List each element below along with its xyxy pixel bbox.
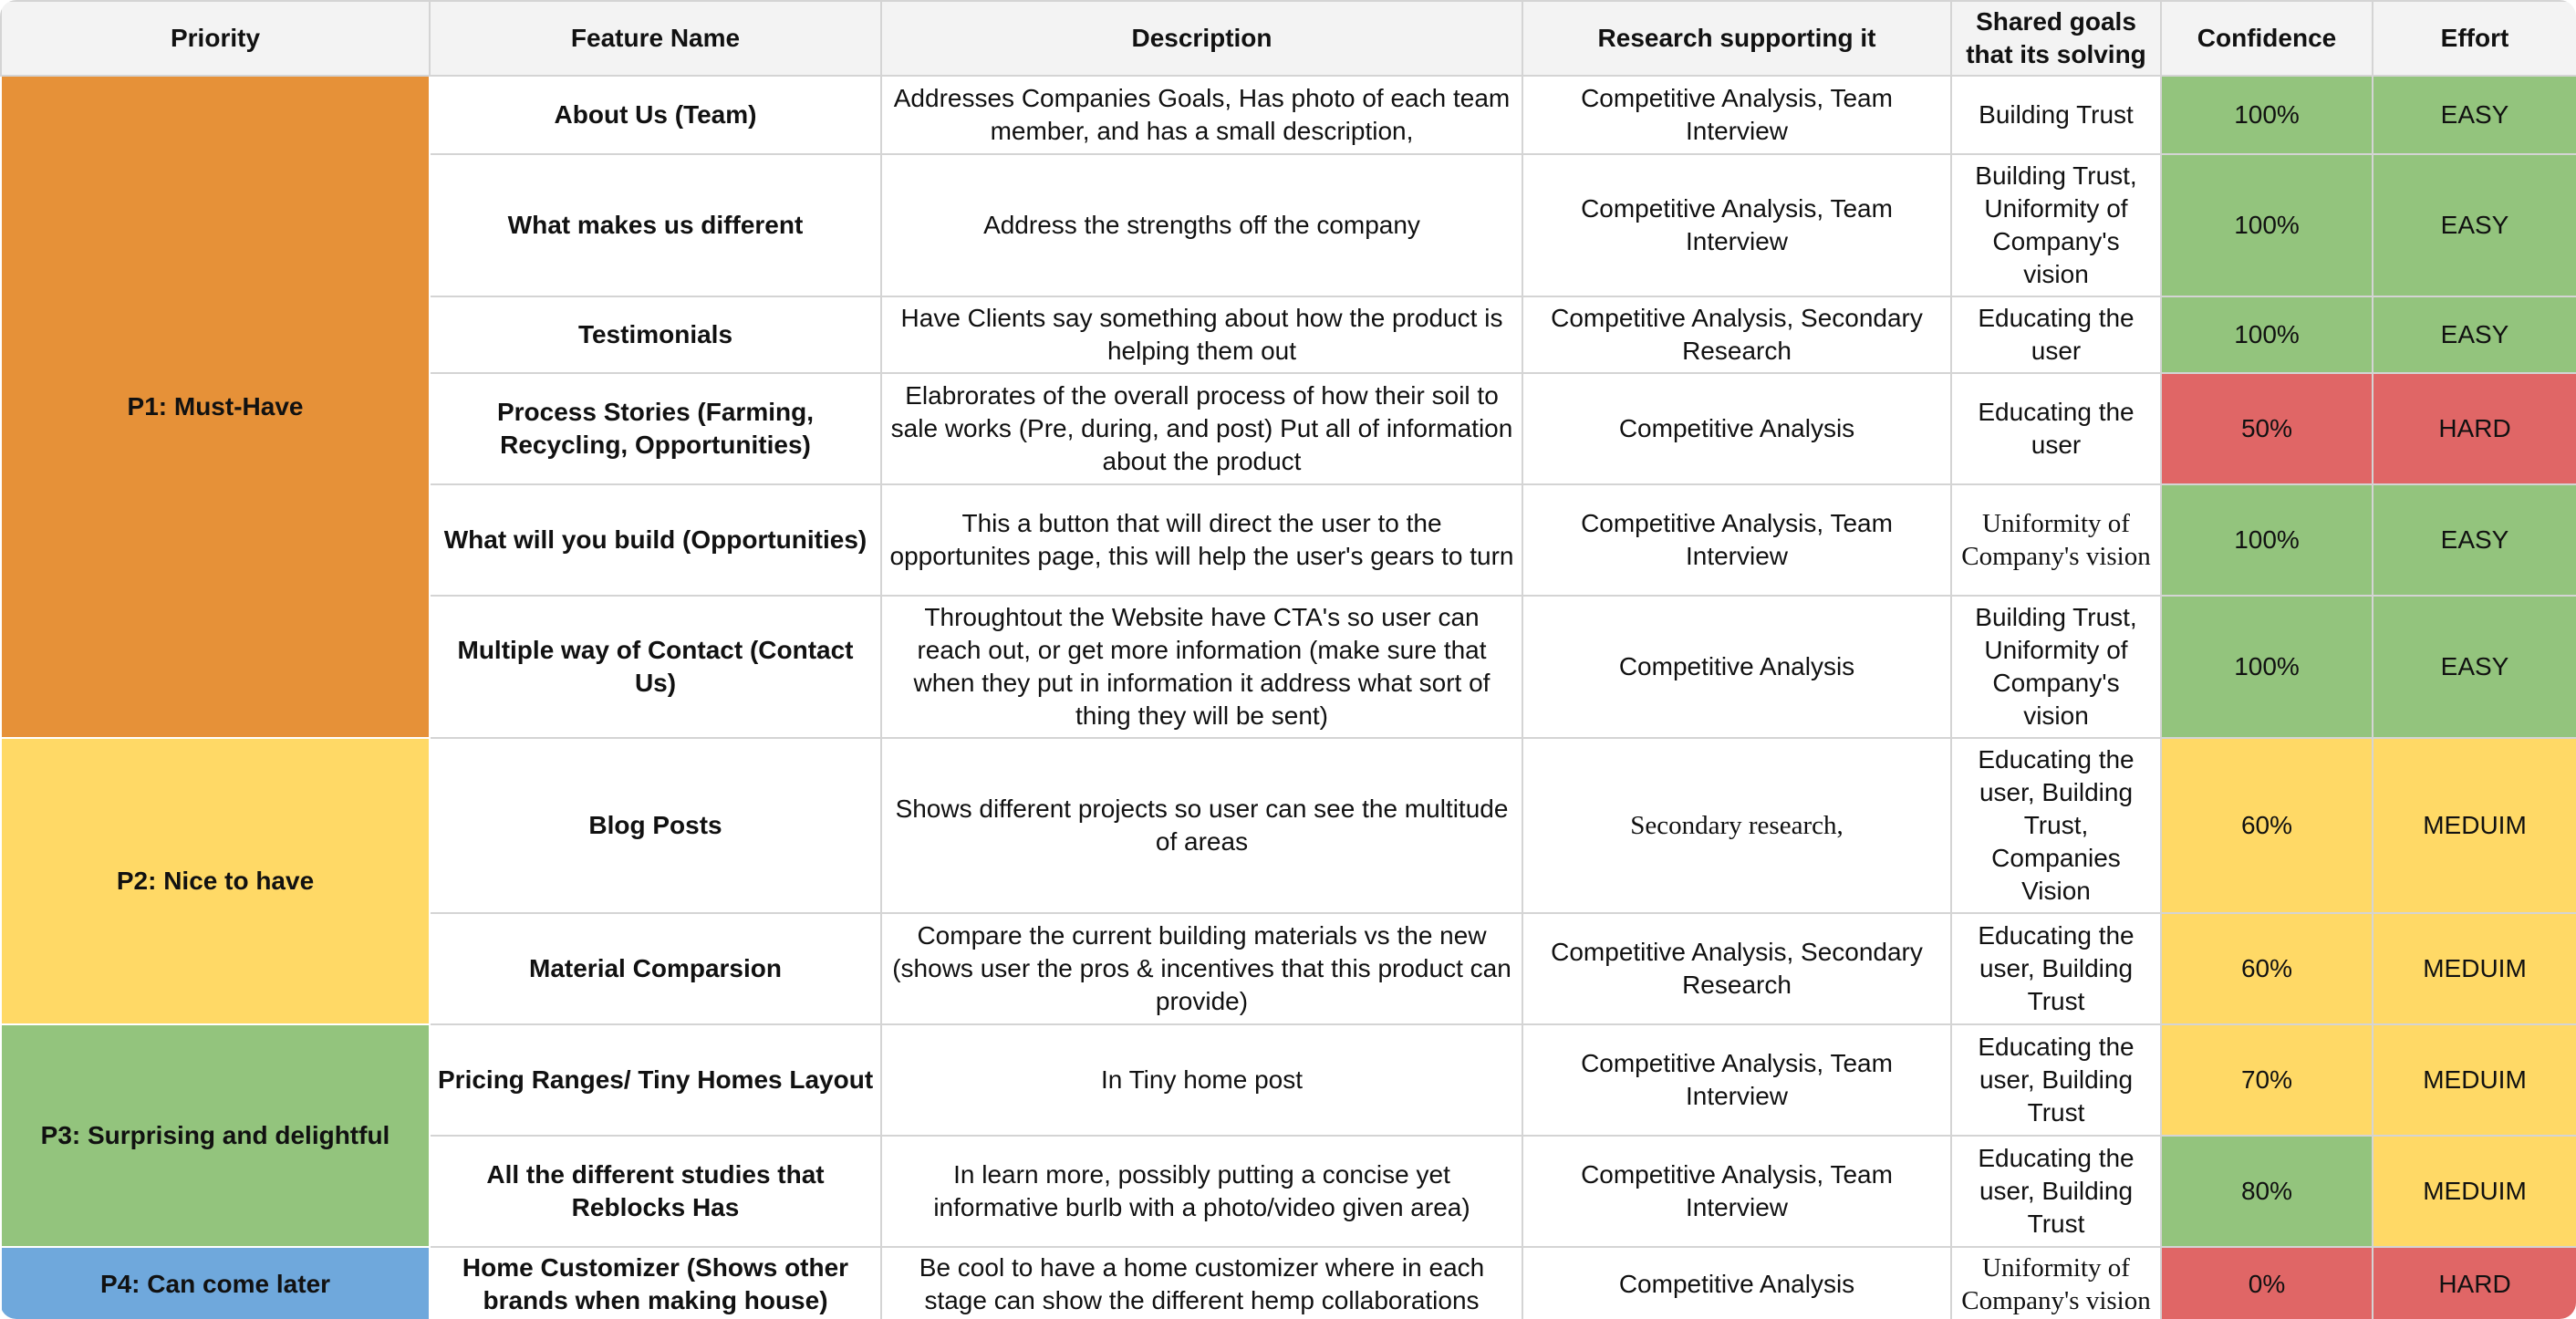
table-row xyxy=(1,1247,2576,1319)
effort-cell[interactable]: EASY xyxy=(2373,76,2576,154)
confidence-cell[interactable]: 60% xyxy=(2161,738,2373,913)
effort-cell[interactable]: EASY xyxy=(2373,484,2576,596)
confidence-cell[interactable]: 100% xyxy=(2161,76,2373,154)
header-feature-name: Feature Name xyxy=(430,1,881,76)
priority-p4-cell[interactable]: P4: Can come later xyxy=(1,1247,430,1319)
research-cell[interactable]: Secondary research, xyxy=(1522,738,1951,913)
description-cell[interactable]: Shows different projects so user can see the multitude of areas xyxy=(881,738,1522,913)
confidence-cell[interactable]: 100% xyxy=(2161,596,2373,738)
research-cell[interactable]: Competitive Analysis, Team Interview xyxy=(1522,1136,1951,1247)
description-cell[interactable]: Compare the current building materials vs the new (shows user the pros & incentives that this product can provide) xyxy=(881,913,1522,1024)
research-cell[interactable]: Competitive Analysis, Secondary Research xyxy=(1522,913,1951,1024)
research-cell[interactable]: Competitive Analysis, Secondary Research xyxy=(1522,296,1951,373)
effort-cell[interactable]: MEDUIM xyxy=(2373,913,2576,1024)
confidence-cell[interactable]: 100% xyxy=(2161,296,2373,373)
research-cell[interactable]: Competitive Analysis xyxy=(1522,1247,1951,1319)
header-research: Research supporting it xyxy=(1522,1,1951,76)
feature-name-cell[interactable]: Testimonials xyxy=(430,296,881,373)
header-priority: Priority xyxy=(1,1,430,76)
feature-name-cell[interactable]: What makes us different xyxy=(430,154,881,296)
effort-cell[interactable]: MEDUIM xyxy=(2373,738,2576,913)
confidence-cell[interactable]: 100% xyxy=(2161,154,2373,296)
priority-p3-cell[interactable]: P3: Surprising and delightful xyxy=(1,1024,430,1247)
feature-name-cell[interactable]: Blog Posts xyxy=(430,738,881,913)
feature-name-cell[interactable]: Process Stories (Farming, Recycling, Opportunities) xyxy=(430,373,881,484)
confidence-cell[interactable]: 100% xyxy=(2161,484,2373,596)
goals-cell[interactable]: Educating the user xyxy=(1951,296,2161,373)
description-cell[interactable]: In learn more, possibly putting a concise yet informative burlb with a photo/video given area) xyxy=(881,1136,1522,1247)
header-shared-goals: Shared goals that its solving xyxy=(1951,1,2161,76)
research-cell[interactable]: Competitive Analysis xyxy=(1522,596,1951,738)
effort-cell[interactable]: MEDUIM xyxy=(2373,1024,2576,1136)
priority-p2-cell[interactable]: P2: Nice to have xyxy=(1,738,430,1024)
research-cell[interactable]: Competitive Analysis, Team Interview xyxy=(1522,1024,1951,1136)
feature-name-cell[interactable]: Pricing Ranges/ Tiny Homes Layout xyxy=(430,1024,881,1136)
confidence-cell[interactable]: 50% xyxy=(2161,373,2373,484)
feature-name-cell[interactable]: All the different studies that Reblocks Has xyxy=(430,1136,881,1247)
description-cell[interactable]: Address the strengths off the company xyxy=(881,154,1522,296)
header-row xyxy=(1,1,2576,76)
header-effort: Effort xyxy=(2373,1,2576,76)
goals-cell[interactable]: Educating the user, Building Trust, Companies Vision xyxy=(1951,738,2161,913)
confidence-cell[interactable]: 80% xyxy=(2161,1136,2373,1247)
effort-cell[interactable]: HARD xyxy=(2373,373,2576,484)
header-description: Description xyxy=(881,1,1522,76)
feature-name-cell[interactable]: Material Comparsion xyxy=(430,913,881,1024)
effort-cell[interactable]: EASY xyxy=(2373,596,2576,738)
description-cell[interactable]: Be cool to have a home customizer where in each stage can show the different hemp collaborations xyxy=(881,1247,1522,1319)
goals-cell[interactable]: Building Trust, Uniformity of Company's vision xyxy=(1951,596,2161,738)
description-cell[interactable]: Throughtout the Website have CTA's so user can reach out, or get more information (make sure that when they put in information it address what sort of thing they will be sent) xyxy=(881,596,1522,738)
feature-name-cell[interactable]: Home Customizer (Shows other brands when making house) xyxy=(430,1247,881,1319)
table-row xyxy=(1,76,2576,154)
effort-cell[interactable]: EASY xyxy=(2373,154,2576,296)
research-cell[interactable]: Competitive Analysis, Team Interview xyxy=(1522,154,1951,296)
table-row xyxy=(1,1024,2576,1136)
goals-cell[interactable]: Uniformity of Company's vision xyxy=(1951,1247,2161,1319)
description-cell[interactable]: Addresses Companies Goals, Has photo of each team member, and has a small description, xyxy=(881,76,1522,154)
research-cell[interactable]: Competitive Analysis xyxy=(1522,373,1951,484)
research-cell[interactable]: Competitive Analysis, Team Interview xyxy=(1522,484,1951,596)
goals-cell[interactable]: Building Trust xyxy=(1951,76,2161,154)
description-cell[interactable]: Have Clients say something about how the product is helping them out xyxy=(881,296,1522,373)
description-cell[interactable]: Elabrorates of the overall process of how their soil to sale works (Pre, during, and post) Put all of information about the product xyxy=(881,373,1522,484)
confidence-cell[interactable]: 70% xyxy=(2161,1024,2373,1136)
table-row xyxy=(1,738,2576,913)
goals-cell[interactable]: Educating the user xyxy=(1951,373,2161,484)
priority-p1-cell[interactable]: P1: Must-Have xyxy=(1,76,430,738)
feature-name-cell[interactable]: About Us (Team) xyxy=(430,76,881,154)
goals-cell[interactable]: Educating the user, Building Trust xyxy=(1951,1136,2161,1247)
description-cell[interactable]: In Tiny home post xyxy=(881,1024,1522,1136)
confidence-cell[interactable]: 60% xyxy=(2161,913,2373,1024)
goals-cell[interactable]: Building Trust, Uniformity of Company's vision xyxy=(1951,154,2161,296)
effort-cell[interactable]: MEDUIM xyxy=(2373,1136,2576,1247)
description-cell[interactable]: This a button that will direct the user to the opportunites page, this will help the user's gears to turn xyxy=(881,484,1522,596)
effort-cell[interactable]: HARD xyxy=(2373,1247,2576,1319)
confidence-cell[interactable]: 0% xyxy=(2161,1247,2373,1319)
feature-name-cell[interactable]: What will you build (Opportunities) xyxy=(430,484,881,596)
goals-cell[interactable]: Educating the user, Building Trust xyxy=(1951,1024,2161,1136)
research-cell[interactable]: Competitive Analysis, Team Interview xyxy=(1522,76,1951,154)
goals-cell[interactable]: Educating the user, Building Trust xyxy=(1951,913,2161,1024)
effort-cell[interactable]: EASY xyxy=(2373,296,2576,373)
goals-cell[interactable]: Uniformity of Company's vision xyxy=(1951,484,2161,596)
feature-name-cell[interactable]: Multiple way of Contact (Contact Us) xyxy=(430,596,881,738)
header-confidence: Confidence xyxy=(2161,1,2373,76)
